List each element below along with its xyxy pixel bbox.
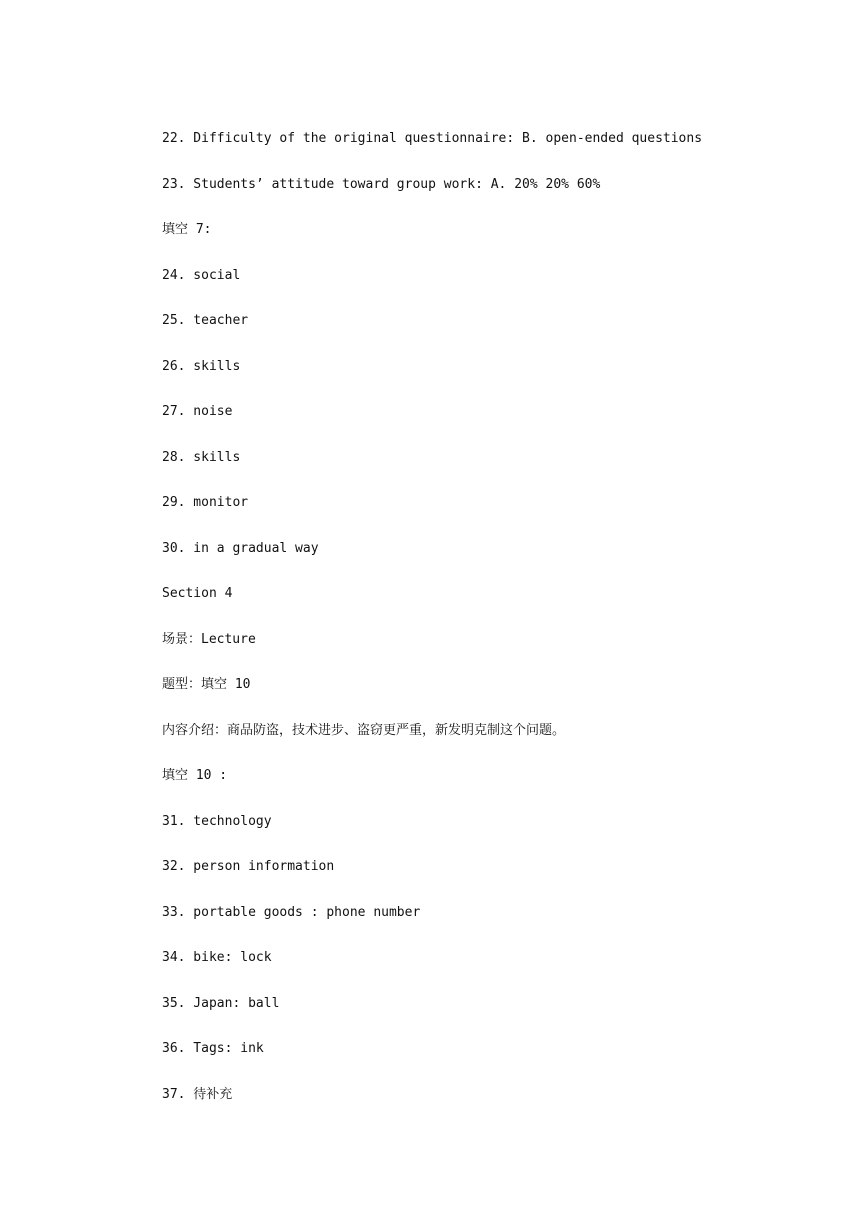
fill-blank-10-heading: 填空 10 : bbox=[162, 768, 228, 783]
scene-line: 场景：Lecture bbox=[162, 631, 256, 647]
answer-line-27: 27. noise bbox=[162, 404, 233, 419]
answer-line-29: 29. monitor bbox=[162, 495, 249, 510]
answer-line-36: 36. Tags: ink bbox=[162, 1041, 264, 1056]
answer-line-30: 30. in a gradual way bbox=[162, 540, 319, 556]
answer-line-31: 31. technology bbox=[162, 813, 272, 829]
answer-line-28: 28. skills bbox=[162, 449, 241, 465]
answer-line-22: 22. Difficulty of the original questionnaire: B. open-ended questions bbox=[162, 131, 703, 146]
answer-line-33: 33. portable goods : phone number bbox=[162, 904, 421, 920]
answer-line-37: 37. 待补充 bbox=[162, 1086, 233, 1102]
answer-line-23: 23. Students’ attitude toward group work: A. 20% 20% 60% bbox=[162, 176, 601, 192]
answer-line-34: 34. bike: lock bbox=[162, 950, 272, 965]
question-type-line: 题型：填空 10 bbox=[162, 677, 251, 692]
fill-blank-7-heading: 填空 7: bbox=[162, 222, 212, 237]
answer-line-26: 26. skills bbox=[162, 358, 241, 374]
answer-list bbox=[162, 132, 812, 1133]
answer-line-32: 32. person information bbox=[162, 859, 335, 874]
section-4-heading: Section 4 bbox=[162, 586, 233, 601]
answer-line-35: 35. Japan: ball bbox=[162, 995, 280, 1011]
answer-line-25: 25. teacher bbox=[162, 313, 249, 328]
content-introduction-line: 内容介绍：商品防盗，技术进步、盗窃更严重，新发明克制这个问题。 bbox=[162, 722, 566, 738]
answer-line-24: 24. social bbox=[162, 267, 241, 283]
